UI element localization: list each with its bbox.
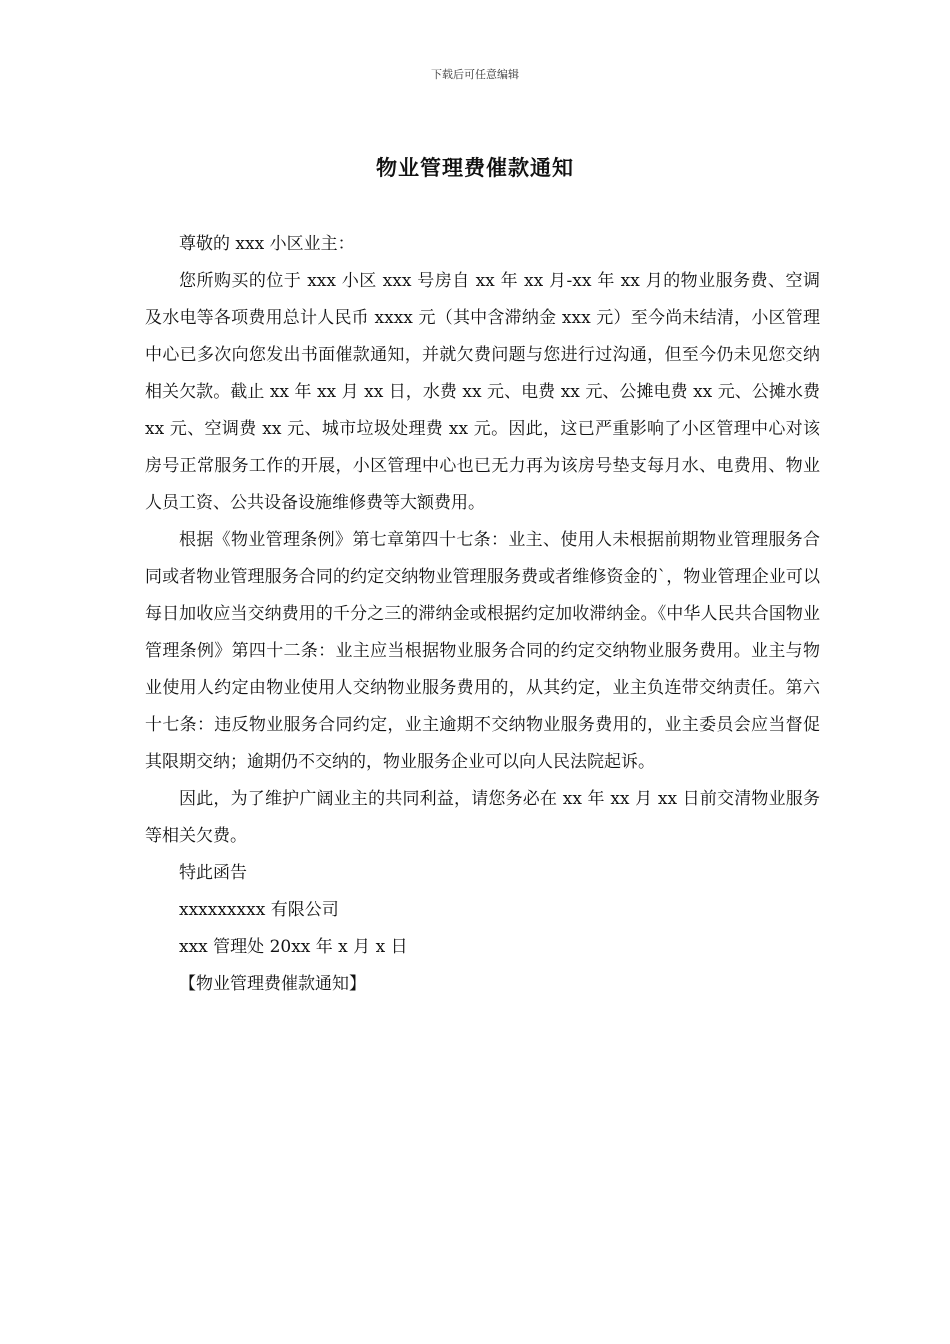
company-name: xxxxxxxxx 有限公司: [179, 900, 339, 920]
document-title: 物业管理费催款通知: [376, 155, 574, 180]
closing-line: 特此函告: [179, 863, 247, 883]
footer-tag: 【物业管理费催款通知】: [179, 974, 366, 994]
header-note: 下载后可任意编辑: [431, 68, 519, 81]
salutation: 尊敬的 xxx 小区业主：: [179, 234, 355, 254]
body-paragraph-1: 您所购买的位于 xxx 小区 xxx 号房自 xx 年 xx 月-xx 年 xx 月的物业服务费、空调及水电等各项费用总计人民币 xxxx 元（其中含滞纳金 xxx 元）至今尚未结清，小区管理中心已多次向您发出书面催款通知，并就欠费问题与您进行过沟通，但至今仍未见您交纳相关欠款。截止 xx 年 xx 月 xx 日，水费 xx 元、电费 xx 元、公摊电费 xx 元、公摊水费 xx 元、空调费 xx 元、城市垃圾处理费 xx 元。因此，这已严重影响了小区管理中心对该房号正常服务工作的开展，小区管理中心也已无力再为该房号垫支每月水、电费用、物业人员工资、公共设备设施维修费等大额费用。: [145, 271, 820, 513]
signature-date: xxx 管理处 20xx 年 x 月 x 日: [179, 937, 408, 957]
body-paragraph-2: 根据《物业管理条例》第七章第四十七条：业主、使用人未根据前期物业管理服务合同或者物业管理服务合同的约定交纳物业管理服务费或者维修资金的`，物业管理企业可以每日加收应当交纳费用的千分之三的滞纳金或根据约定加收滞纳金。《中华人民共合国物业管理条例》第四十二条：业主应当根据物业服务合同的约定交纳物业服务费用。业主与物业使用人约定由物业使用人交纳物业服务费用的，从其约定，业主负连带交纳责任。第六十七条：违反物业服务合同约定，业主逾期不交纳物业服务费用的，业主委员会应当督促其限期交纳；逾期仍不交纳的，物业服务企业可以向人民法院起诉。: [145, 530, 820, 772]
document-body: [145, 226, 820, 1003]
body-paragraph-3: 因此，为了维护广阔业主的共同利益，请您务必在 xx 年 xx 月 xx 日前交清物业服务等相关欠费。: [145, 789, 820, 846]
